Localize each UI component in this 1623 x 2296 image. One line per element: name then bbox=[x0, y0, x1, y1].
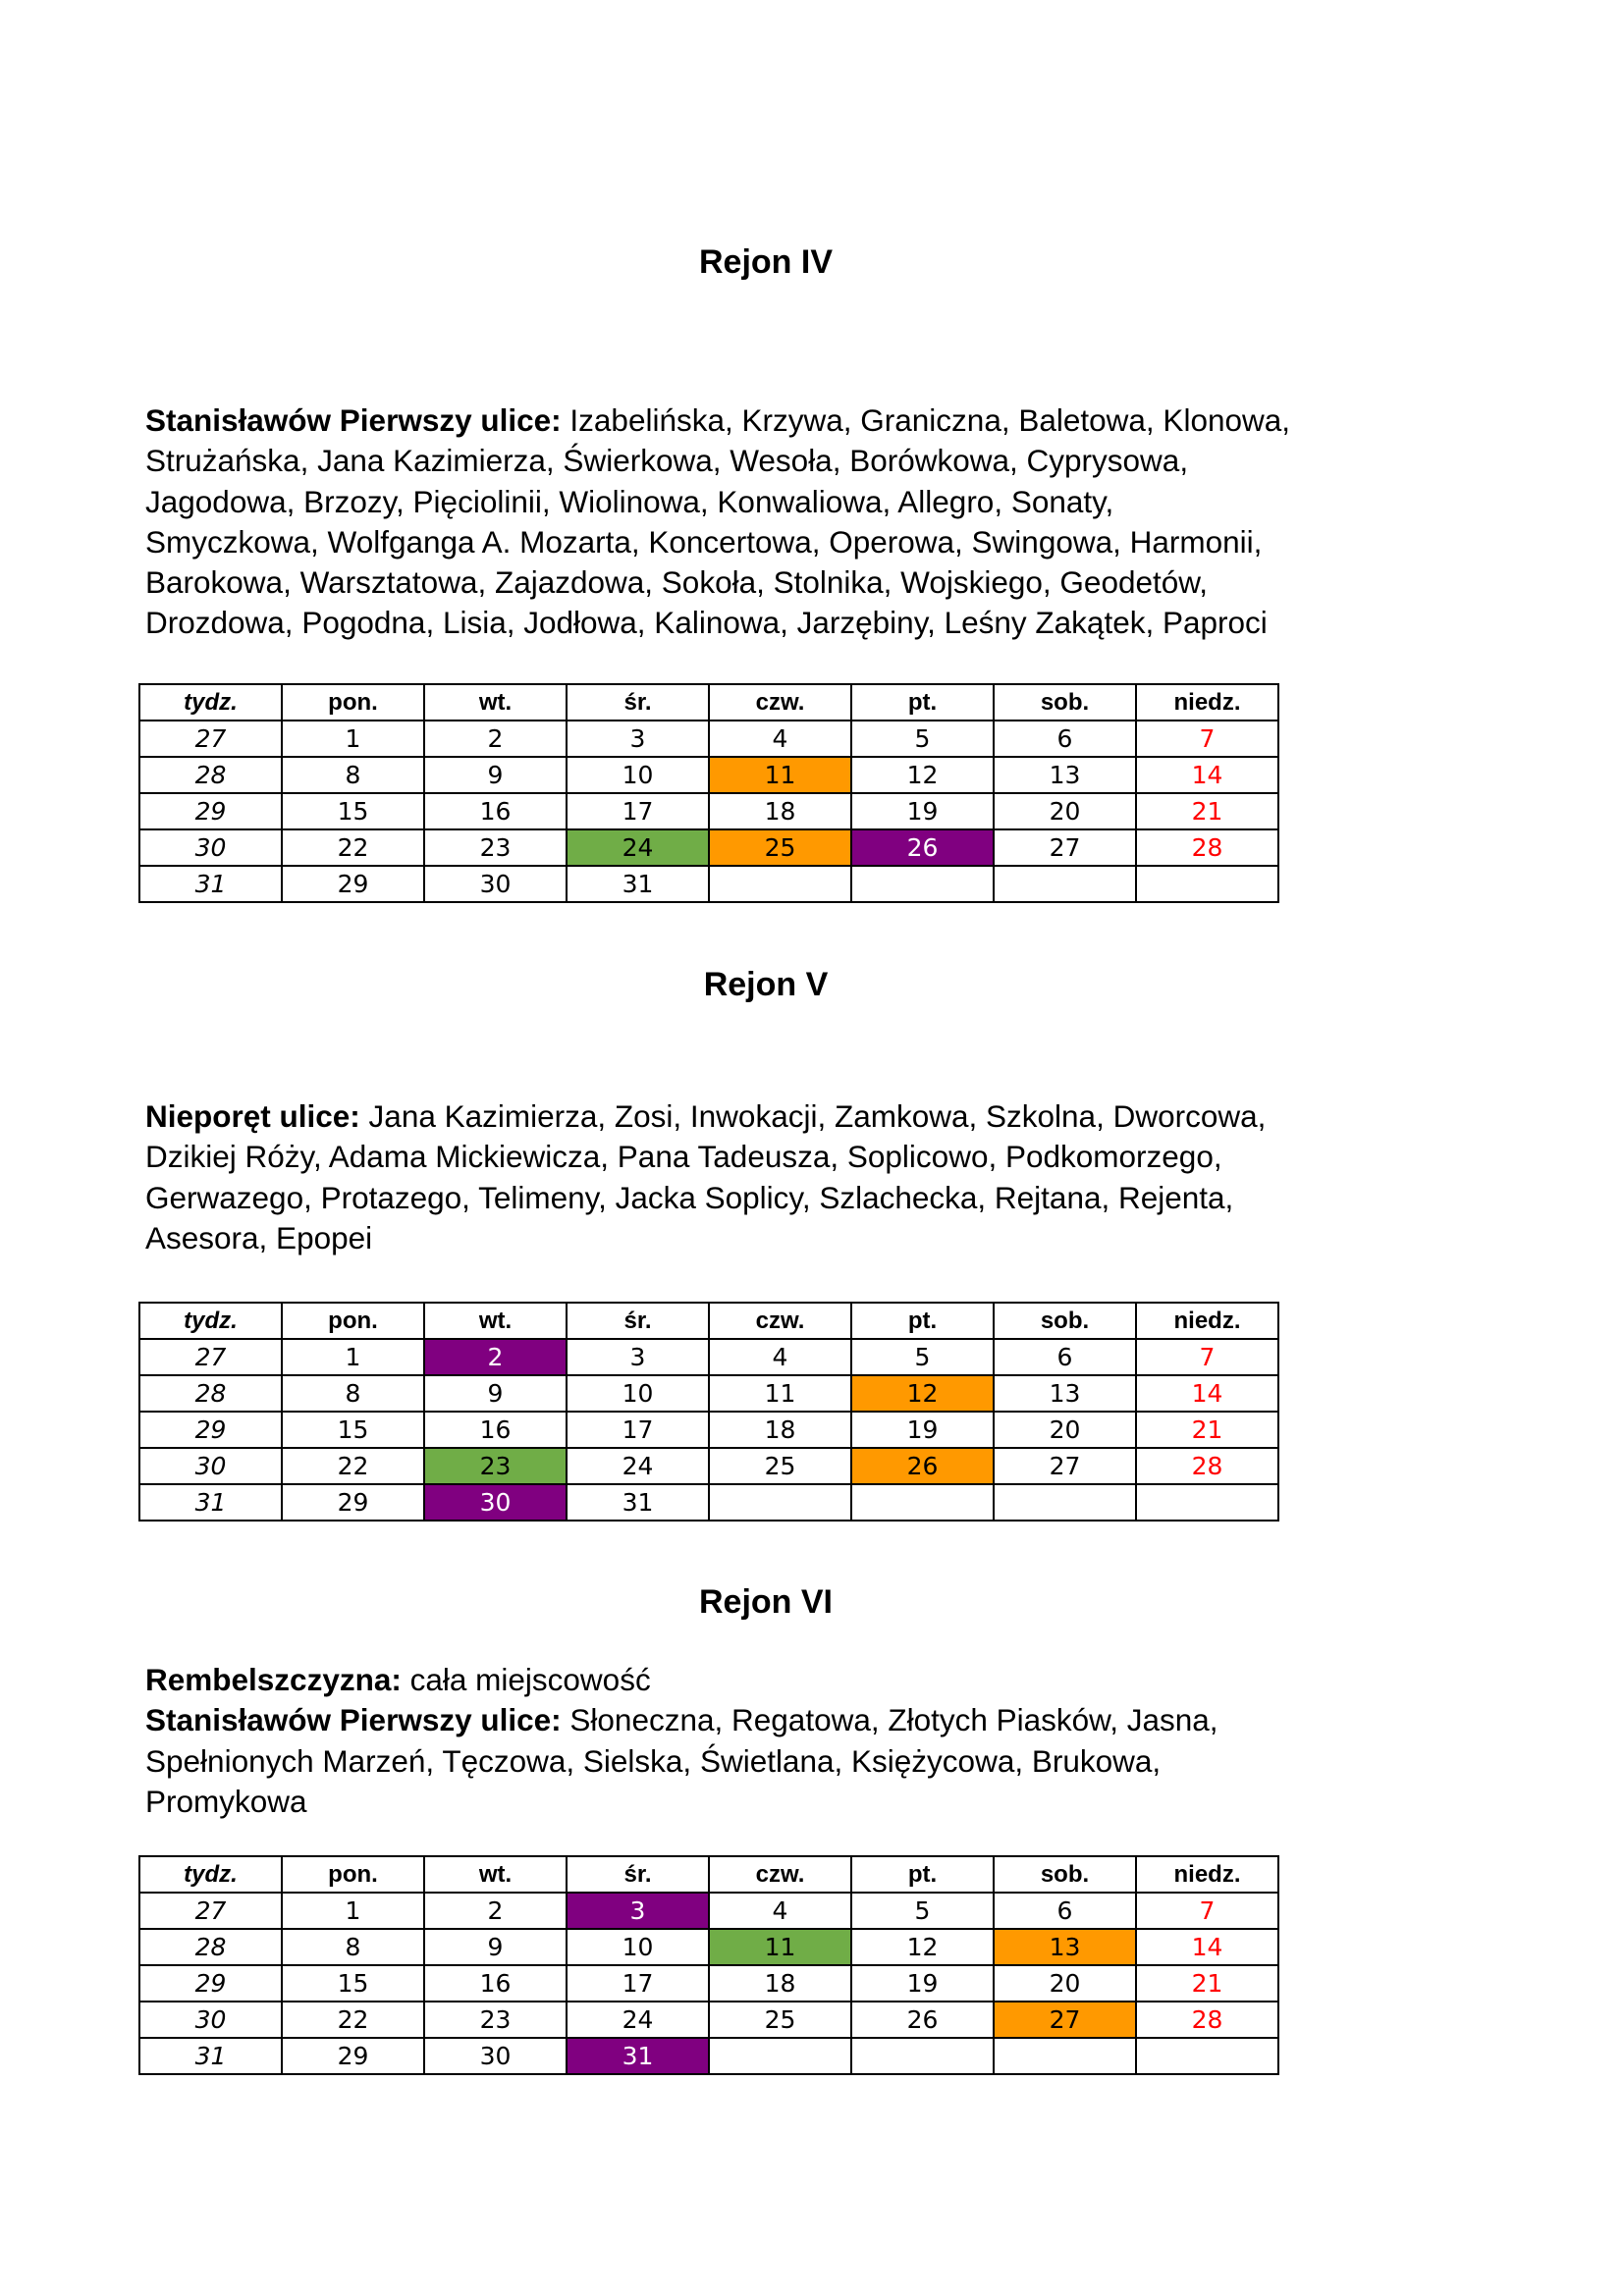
day-cell: 22 bbox=[282, 1448, 424, 1484]
day-cell: 13 bbox=[994, 757, 1136, 793]
day-cell: 21 bbox=[1136, 793, 1278, 829]
day-cell bbox=[851, 866, 994, 902]
day-cell: 17 bbox=[567, 793, 709, 829]
column-header: wt. bbox=[424, 1856, 567, 1893]
day-cell: 30 bbox=[424, 1484, 567, 1521]
week-number-cell: 27 bbox=[139, 1893, 282, 1929]
day-cell: 31 bbox=[567, 2038, 709, 2074]
day-cell: 10 bbox=[567, 1375, 709, 1412]
day-cell: 1 bbox=[282, 1893, 424, 1929]
streets-paragraph-rejon-iv bbox=[145, 400, 1461, 644]
day-cell: 15 bbox=[282, 1412, 424, 1448]
table-row bbox=[139, 866, 1278, 902]
day-cell bbox=[709, 866, 851, 902]
day-cell: 23 bbox=[424, 829, 567, 866]
day-cell: 4 bbox=[709, 721, 851, 757]
day-cell: 21 bbox=[1136, 1965, 1278, 2002]
paragraph-line: Jagodowa, Brzozy, Pięciolinii, Wiolinowa, Konwaliowa, Allegro, Sonaty, bbox=[145, 483, 1114, 519]
column-header: sob. bbox=[994, 1856, 1136, 1893]
day-cell: 26 bbox=[851, 829, 994, 866]
day-cell: 13 bbox=[994, 1375, 1136, 1412]
day-cell: 13 bbox=[994, 1929, 1136, 1965]
day-cell: 18 bbox=[709, 793, 851, 829]
column-header: wt. bbox=[424, 684, 567, 721]
week-number-cell: 31 bbox=[139, 1484, 282, 1521]
day-cell: 1 bbox=[282, 1339, 424, 1375]
paragraph-line: Spełnionych Marzeń, Tęczowa, Sielska, Świetlana, Księżycowa, Brukowa, bbox=[145, 1742, 1162, 1779]
day-cell: 25 bbox=[709, 829, 851, 866]
day-cell: 23 bbox=[424, 1448, 567, 1484]
day-cell: 15 bbox=[282, 793, 424, 829]
table-row bbox=[139, 1375, 1278, 1412]
column-header: śr. bbox=[567, 1303, 709, 1339]
day-cell: 29 bbox=[282, 1484, 424, 1521]
day-cell: 31 bbox=[567, 1484, 709, 1521]
day-cell: 9 bbox=[424, 1929, 567, 1965]
day-cell: 28 bbox=[1136, 1448, 1278, 1484]
day-cell: 9 bbox=[424, 1375, 567, 1412]
table-row bbox=[139, 2002, 1278, 2038]
column-header: niedz. bbox=[1136, 1856, 1278, 1893]
section-title-rejon-vi: Rejon VI bbox=[698, 1583, 834, 1621]
table-row bbox=[139, 1339, 1278, 1375]
paragraph-line: Smyczkowa, Wolfganga A. Mozarta, Koncertowa, Operowa, Swingowa, Harmonii, bbox=[145, 523, 1263, 560]
day-cell: 18 bbox=[709, 1965, 851, 2002]
day-cell: 3 bbox=[567, 1893, 709, 1929]
day-cell bbox=[1136, 1484, 1278, 1521]
day-cell bbox=[994, 1484, 1136, 1521]
day-cell: 25 bbox=[709, 2002, 851, 2038]
day-cell: 14 bbox=[1136, 1375, 1278, 1412]
table-row bbox=[139, 721, 1278, 757]
day-cell: 14 bbox=[1136, 1929, 1278, 1965]
day-cell: 5 bbox=[851, 1893, 994, 1929]
day-cell: 10 bbox=[567, 757, 709, 793]
week-number-cell: 27 bbox=[139, 1339, 282, 1375]
day-cell: 4 bbox=[709, 1893, 851, 1929]
paragraph-line: Stanisławów Pierwszy ulice: Słoneczna, Regatowa, Złotych Piasków, Jasna, bbox=[145, 1702, 1218, 1738]
day-cell: 24 bbox=[567, 1448, 709, 1484]
paragraph-line: Asesora, Epopei bbox=[145, 1219, 373, 1255]
column-header: pt. bbox=[851, 1856, 994, 1893]
table-row bbox=[139, 757, 1278, 793]
day-cell bbox=[1136, 866, 1278, 902]
day-cell: 7 bbox=[1136, 1339, 1278, 1375]
column-header: pon. bbox=[282, 1856, 424, 1893]
day-cell: 9 bbox=[424, 757, 567, 793]
week-number-cell: 27 bbox=[139, 721, 282, 757]
week-number-cell: 28 bbox=[139, 1929, 282, 1965]
column-header: pt. bbox=[851, 684, 994, 721]
day-cell: 2 bbox=[424, 1339, 567, 1375]
day-cell: 5 bbox=[851, 721, 994, 757]
paragraph-line: Nieporęt ulice: Jana Kazimierza, Zosi, Inwokacji, Zamkowa, Szkolna, Dworcowa, bbox=[145, 1098, 1267, 1134]
table-row bbox=[139, 829, 1278, 866]
table-row bbox=[139, 793, 1278, 829]
day-cell: 30 bbox=[424, 2038, 567, 2074]
table-row bbox=[139, 1893, 1278, 1929]
streets-paragraph-rejon-vi bbox=[145, 1660, 1461, 1822]
day-cell: 28 bbox=[1136, 829, 1278, 866]
table-header-row bbox=[139, 684, 1278, 721]
day-cell: 22 bbox=[282, 2002, 424, 2038]
day-cell: 20 bbox=[994, 1965, 1136, 2002]
day-cell: 14 bbox=[1136, 757, 1278, 793]
day-cell bbox=[709, 1484, 851, 1521]
column-header: sob. bbox=[994, 684, 1136, 721]
table-row bbox=[139, 1484, 1278, 1521]
week-number-cell: 30 bbox=[139, 2002, 282, 2038]
day-cell: 27 bbox=[994, 829, 1136, 866]
day-cell: 2 bbox=[424, 721, 567, 757]
table-row bbox=[139, 2038, 1278, 2074]
schedule-table-rejon-v bbox=[138, 1302, 1279, 1522]
day-cell: 27 bbox=[994, 1448, 1136, 1484]
column-header: śr. bbox=[567, 684, 709, 721]
day-cell: 12 bbox=[851, 757, 994, 793]
day-cell: 17 bbox=[567, 1412, 709, 1448]
day-cell: 8 bbox=[282, 1375, 424, 1412]
week-number-cell: 29 bbox=[139, 1412, 282, 1448]
schedule-table-rejon-iv bbox=[138, 683, 1279, 903]
column-header: pon. bbox=[282, 1303, 424, 1339]
column-header: niedz. bbox=[1136, 1303, 1278, 1339]
column-header: czw. bbox=[709, 1856, 851, 1893]
column-header: czw. bbox=[709, 1303, 851, 1339]
day-cell: 8 bbox=[282, 757, 424, 793]
section-title-rejon-iv: Rejon IV bbox=[698, 243, 834, 281]
day-cell: 6 bbox=[994, 721, 1136, 757]
day-cell: 20 bbox=[994, 1412, 1136, 1448]
column-header: niedz. bbox=[1136, 684, 1278, 721]
day-cell bbox=[851, 1484, 994, 1521]
paragraph-line: Promykowa bbox=[145, 1783, 307, 1819]
paragraph-line: Drozdowa, Pogodna, Lisia, Jodłowa, Kalinowa, Jarzębiny, Leśny Zakątek, Paproci bbox=[145, 605, 1268, 641]
day-cell: 24 bbox=[567, 829, 709, 866]
table-row bbox=[139, 1929, 1278, 1965]
day-cell bbox=[709, 2038, 851, 2074]
day-cell: 11 bbox=[709, 1375, 851, 1412]
day-cell: 1 bbox=[282, 721, 424, 757]
week-number-cell: 28 bbox=[139, 757, 282, 793]
day-cell: 24 bbox=[567, 2002, 709, 2038]
day-cell: 29 bbox=[282, 2038, 424, 2074]
column-header: tydz. bbox=[139, 1856, 282, 1893]
day-cell: 6 bbox=[994, 1893, 1136, 1929]
table-row bbox=[139, 1448, 1278, 1484]
column-header: pon. bbox=[282, 684, 424, 721]
day-cell: 2 bbox=[424, 1893, 567, 1929]
day-cell: 19 bbox=[851, 793, 994, 829]
week-number-cell: 28 bbox=[139, 1375, 282, 1412]
week-number-cell: 31 bbox=[139, 2038, 282, 2074]
day-cell bbox=[994, 2038, 1136, 2074]
day-cell: 7 bbox=[1136, 721, 1278, 757]
day-cell: 20 bbox=[994, 793, 1136, 829]
day-cell bbox=[851, 2038, 994, 2074]
column-header: śr. bbox=[567, 1856, 709, 1893]
day-cell: 3 bbox=[567, 1339, 709, 1375]
day-cell: 15 bbox=[282, 1965, 424, 2002]
day-cell: 16 bbox=[424, 1965, 567, 2002]
day-cell: 25 bbox=[709, 1448, 851, 1484]
column-header: sob. bbox=[994, 1303, 1136, 1339]
week-number-cell: 31 bbox=[139, 866, 282, 902]
paragraph-line: Dzikiej Róży, Adama Mickiewicza, Pana Tadeusza, Soplicowo, Podkomorzego, bbox=[145, 1139, 1222, 1175]
week-number-cell: 29 bbox=[139, 793, 282, 829]
column-header: tydz. bbox=[139, 1303, 282, 1339]
section-title-rejon-v: Rejon V bbox=[703, 966, 829, 1003]
table-header-row bbox=[139, 1303, 1278, 1339]
day-cell: 8 bbox=[282, 1929, 424, 1965]
week-number-cell: 29 bbox=[139, 1965, 282, 2002]
day-cell: 28 bbox=[1136, 2002, 1278, 2038]
day-cell: 12 bbox=[851, 1929, 994, 1965]
paragraph-line: Strużańska, Jana Kazimierza, Świerkowa, Wesoła, Borówkowa, Cyprysowa, bbox=[145, 443, 1189, 479]
day-cell: 16 bbox=[424, 1412, 567, 1448]
paragraph-line: Stanisławów Pierwszy ulice: Izabelińska, Krzywa, Graniczna, Baletowa, Klonowa, bbox=[145, 402, 1291, 438]
schedule-table-rejon-vi bbox=[138, 1855, 1279, 2075]
day-cell: 26 bbox=[851, 2002, 994, 2038]
day-cell bbox=[994, 866, 1136, 902]
day-cell: 19 bbox=[851, 1965, 994, 2002]
day-cell bbox=[1136, 2038, 1278, 2074]
day-cell: 18 bbox=[709, 1412, 851, 1448]
day-cell: 10 bbox=[567, 1929, 709, 1965]
table-row bbox=[139, 1412, 1278, 1448]
day-cell: 3 bbox=[567, 721, 709, 757]
day-cell: 26 bbox=[851, 1448, 994, 1484]
week-number-cell: 30 bbox=[139, 1448, 282, 1484]
day-cell: 6 bbox=[994, 1339, 1136, 1375]
column-header: tydz. bbox=[139, 684, 282, 721]
day-cell: 30 bbox=[424, 866, 567, 902]
week-number-cell: 30 bbox=[139, 829, 282, 866]
day-cell: 17 bbox=[567, 1965, 709, 2002]
day-cell: 7 bbox=[1136, 1893, 1278, 1929]
paragraph-line: Rembelszczyzna: cała miejscowość bbox=[145, 1662, 651, 1697]
day-cell: 21 bbox=[1136, 1412, 1278, 1448]
table-row bbox=[139, 1965, 1278, 2002]
day-cell: 27 bbox=[994, 2002, 1136, 2038]
day-cell: 11 bbox=[709, 757, 851, 793]
paragraph-line: Gerwazego, Protazego, Telimeny, Jacka Soplicy, Szlachecka, Rejtana, Rejenta, bbox=[145, 1179, 1234, 1215]
day-cell: 4 bbox=[709, 1339, 851, 1375]
streets-paragraph-rejon-v bbox=[145, 1096, 1461, 1258]
day-cell: 11 bbox=[709, 1929, 851, 1965]
day-cell: 31 bbox=[567, 866, 709, 902]
day-cell: 23 bbox=[424, 2002, 567, 2038]
day-cell: 12 bbox=[851, 1375, 994, 1412]
day-cell: 22 bbox=[282, 829, 424, 866]
table-header-row bbox=[139, 1856, 1278, 1893]
paragraph-line: Barokowa, Warsztatowa, Zajazdowa, Sokoła, Stolnika, Wojskiego, Geodetów, bbox=[145, 564, 1209, 601]
day-cell: 5 bbox=[851, 1339, 994, 1375]
column-header: czw. bbox=[709, 684, 851, 721]
column-header: pt. bbox=[851, 1303, 994, 1339]
day-cell: 16 bbox=[424, 793, 567, 829]
column-header: wt. bbox=[424, 1303, 567, 1339]
day-cell: 29 bbox=[282, 866, 424, 902]
day-cell: 19 bbox=[851, 1412, 994, 1448]
